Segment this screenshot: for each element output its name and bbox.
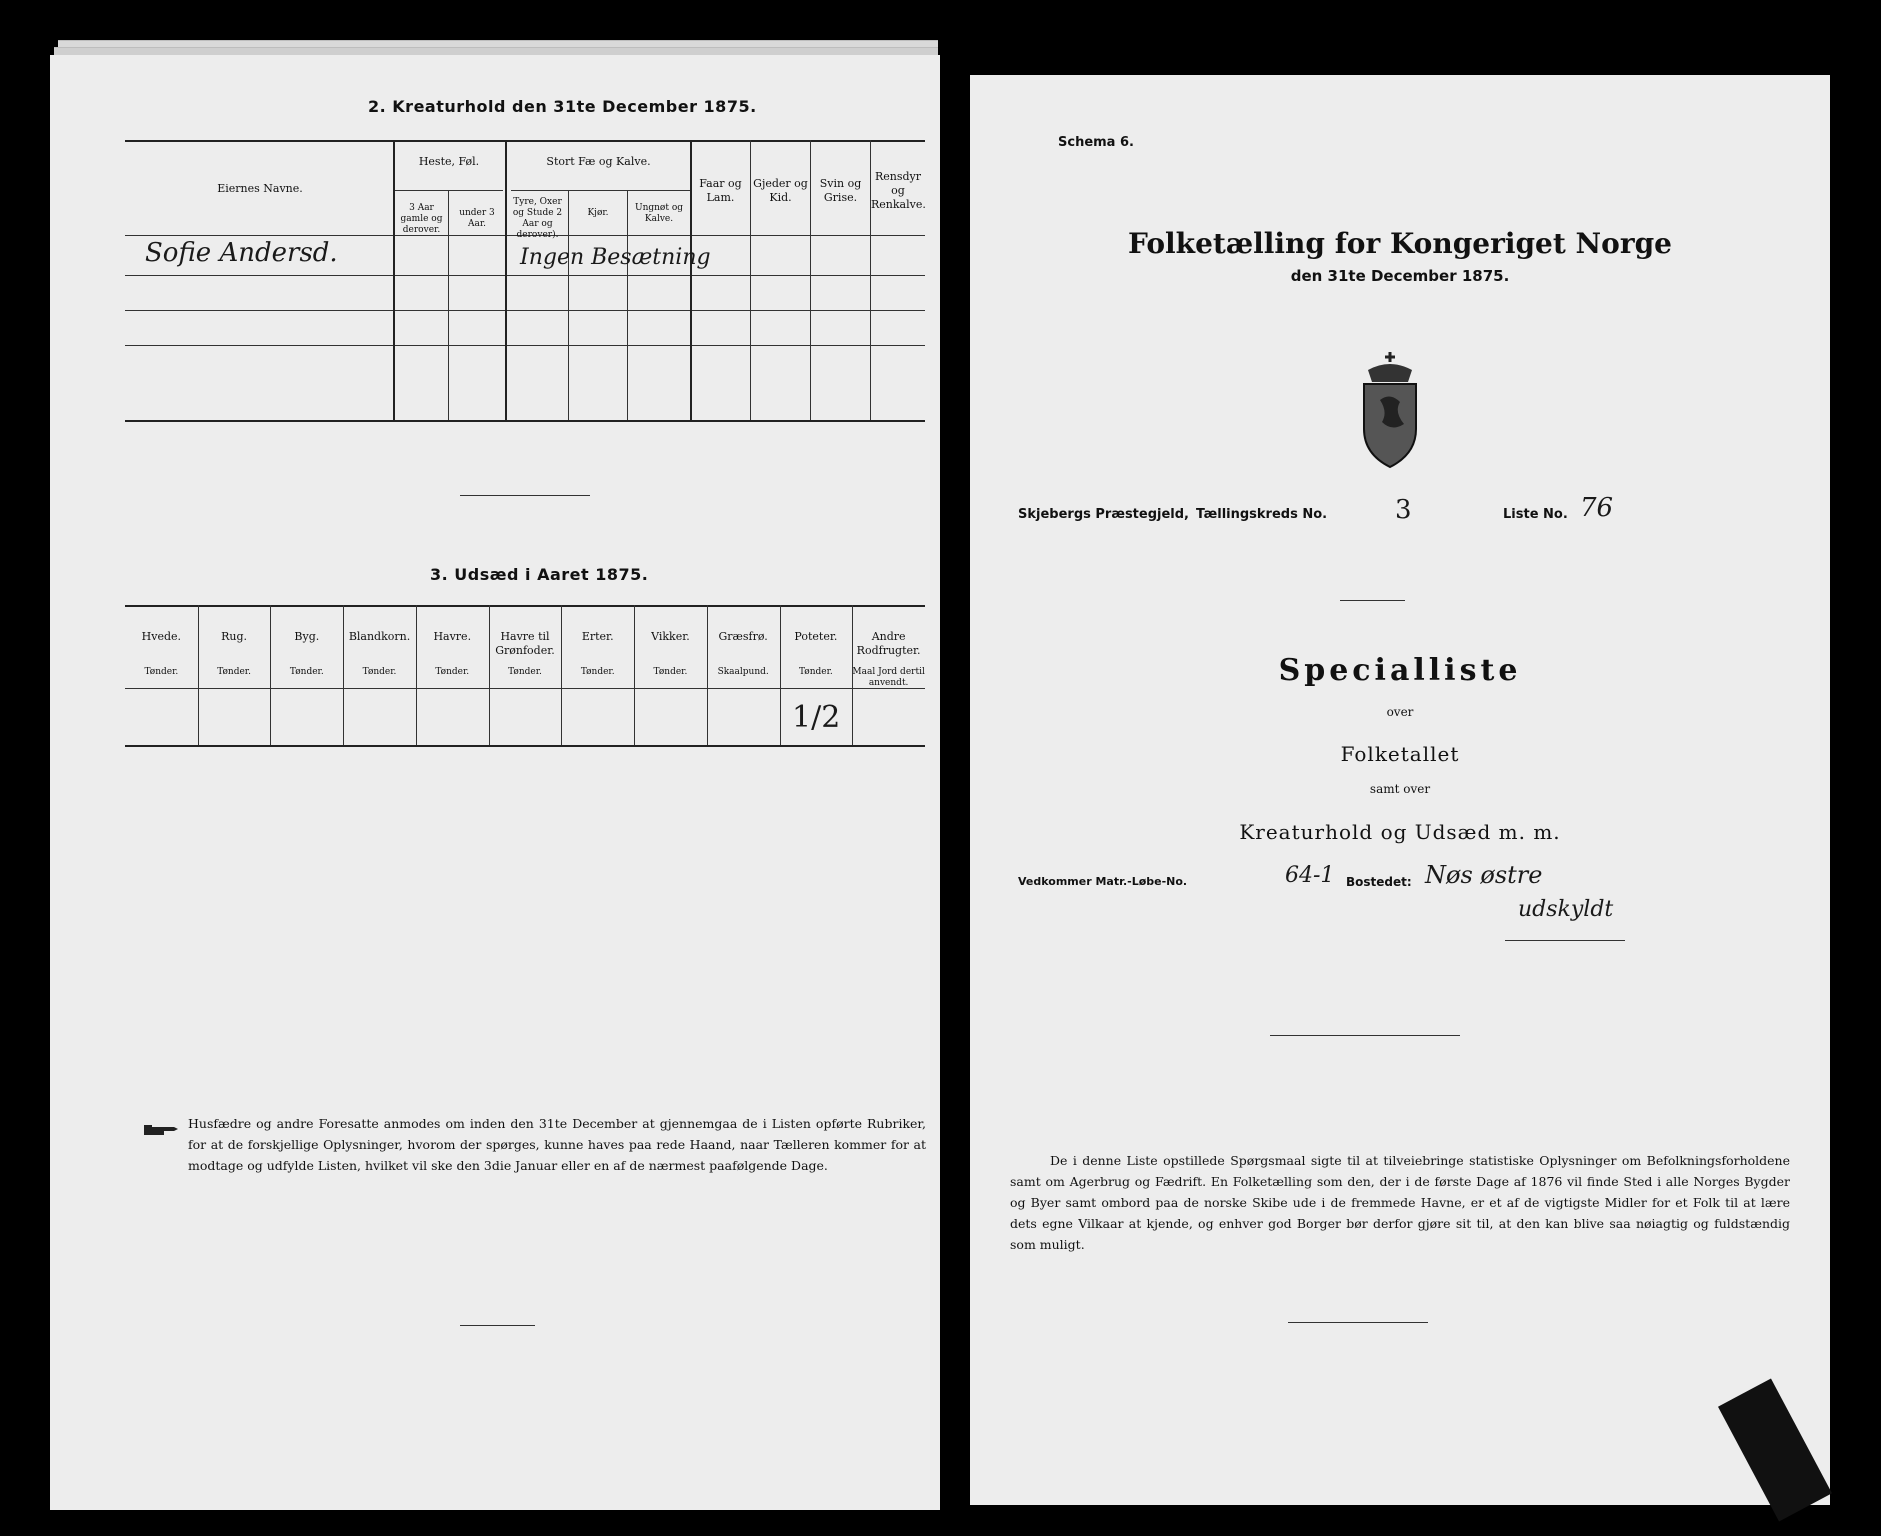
coat-of-arms-icon [1350,350,1430,470]
cattle-tyre-header: Tyre, Oxer og Stude 2 Aar og derover). [512,197,563,240]
right-page [970,75,1830,1505]
folketallet-heading: Folketallet [1340,742,1460,766]
udsaed-col-header: Græsfrø. [718,630,768,643]
list-number: 76 [1580,493,1614,523]
table-rule [511,190,691,191]
table-col [393,140,395,420]
pigs-header: Svin og Grise. [819,177,862,204]
udsaed-col-unit: Skaalpund. [717,667,769,677]
divider [460,1325,535,1326]
udsaed-col-unit: Tønder. [217,667,251,677]
table-rule [125,345,925,346]
goats-header: Gjeder og Kid. [753,177,808,204]
udsaed-col-header: Erter. [581,630,614,643]
table-col [568,190,569,420]
udsaed-col-header: Rug. [221,630,248,643]
sheep-header: Faar og Lam. [699,177,742,204]
samt-over-text: samt over [1369,782,1431,796]
over-text: over [1386,705,1414,719]
bosted-label: Bostedet: [1346,875,1412,889]
table-col [505,140,507,420]
schema-label: Schema 6. [1058,135,1134,150]
instruction-notice: Husfædre og andre Foresatte anmodes om inden den 31te December at gjennemgaa de i Listen opførte Rubriker, for at de forskjellige Oplysninger, hvorom der spørges, kunne haves paa rede Haand, naar Tælleren kommer for at modtage og udfylde Listen, hvilket vil ske den 3die Januar eller en af de nærmest paafølgende Dage. [188,1116,926,1173]
district-number: 3 [1395,495,1412,525]
udsaed-col-unit: Tønder. [653,667,688,677]
udsaed-col-unit: Tønder. [289,667,324,677]
cattle-entry: Ingen Besætning [520,245,711,270]
divider [1270,1035,1460,1036]
udsaed-col-header: Vikker. [651,630,690,643]
district-label: Tællingskreds No. [1196,507,1328,522]
parish-label: Skjebergs Præstegjeld, [1018,507,1189,522]
udsaed-col-unit: Tønder. [362,667,397,677]
udsaed-col-unit: Tønder. [144,667,179,677]
horses-under3-header: under 3 Aar. [459,208,495,229]
udsaed-col-header: Hvede. [141,630,182,643]
udsaed-col-header: Andre Rodfrugter. [856,630,921,657]
footer-paragraph: De i denne Liste opstillede Spørgsmaal sigte til at tilveiebringe statistiske Oplysninger om Befolkningsforholdene samt om Agerbrug og Fædrift. En Folketælling som den, der i de første Dage af 1876 vil finde Sted i alle Norges Bygder og Byer samt ombord paa de norske Skibe ude i de fremmede Havne, er et af de vigtigste Midler for et Folk til at lære dets egne Vilkaar at kjende, og enhver god Borger bør derfor gjøre sit til, at den kan blive saa nøiagtig og fuldstændig som muligt. [1010,1153,1790,1252]
signature-underline [1505,940,1625,941]
kreaturhold-heading: Kreaturhold og Udsæd m. m. [1239,820,1561,844]
poteter-entry: 1/2 [792,700,841,735]
left-page [50,55,940,1510]
cattle-kjor-header: Kjør. [587,208,609,218]
table-rule [125,420,925,422]
udsaed-col-header: Havre til Grønfoder. [495,630,555,657]
divider [1340,600,1405,601]
udsaed-col-unit: Maal Jord dertil anvendt. [852,667,925,688]
udsaed-col-header: Poteter. [794,630,838,643]
horses-header: Heste, Føl. [418,155,480,168]
table-rule [125,605,925,607]
cattle-header: Stort Fæ og Kalve. [546,155,651,168]
table-rule [125,275,925,276]
pointing-hand-icon [142,1122,180,1138]
census-title: Folketælling for Kongeriget Norge [1128,227,1672,260]
specialliste-heading: Specialliste [1278,653,1522,688]
cattle-ungnot-header: Ungnøt og Kalve. [634,203,683,224]
udsaed-col-header: Blandkorn. [348,630,411,643]
udsaed-col-unit: Tønder. [799,667,833,677]
section-3-title: 3. Udsæd i Aaret 1875. [430,565,649,584]
udsaed-col-unit: Tønder. [580,667,615,677]
udsaed-col-header: Byg. [294,630,320,643]
bosted-value: Nøs østre [1425,861,1543,889]
census-date: den 31te December 1875. [1290,267,1510,285]
matr-label: Vedkommer Matr.-Løbe-No. [1018,875,1188,888]
bosted-value-2: udskyldt [1518,897,1614,922]
table-rule [125,140,925,142]
col-owner-header: Eiernes Navne. [217,182,303,195]
owner-name-entry: Sofie Andersd. [145,238,338,268]
udsaed-col-header: Havre. [433,630,472,643]
section-2-title: 2. Kreaturhold den 31te December 1875. [368,97,757,116]
udsaed-col-unit: Tønder. [435,667,470,677]
udsaed-col-unit: Tønder. [508,667,542,677]
table-rule [125,310,925,311]
list-label: Liste No. [1503,507,1568,522]
table-rule [125,745,925,747]
divider [460,495,590,496]
divider [1288,1322,1428,1323]
horses-3aar-header: 3 Aar gamle og derover. [400,203,443,235]
reindeer-header: Rensdyr og Renkalve. [871,170,926,211]
matr-value: 64-1 [1285,863,1335,888]
table-rule [125,688,925,689]
